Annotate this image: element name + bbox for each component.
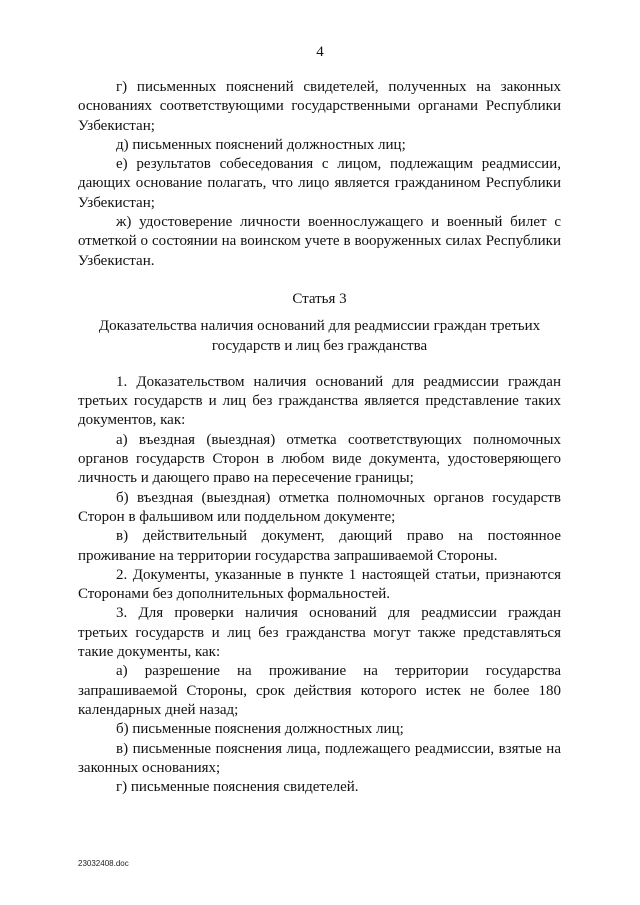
article-heading-line-1: Доказательства наличия оснований для реадмиссии граждан третьих	[98, 318, 541, 335]
page-number: 4	[316, 44, 324, 60]
clause-3-item-b: б) письменные пояснения должностных лиц;	[116, 721, 404, 738]
clause-3-item-v: в) письменные пояснения лица, подлежащего реадмиссии, взятые на законных основаниях;	[78, 740, 561, 776]
footer-filename: 23032408.doc	[78, 859, 129, 868]
clause-1-item-a: а) въездная (выездная) отметка соответствующих полномочных органов государств Сторон в любом виде документа, удостоверяющего личность и дающего право на пересечение границы;	[78, 431, 561, 487]
list-item-g: г) письменных пояснений свидетелей, полученных на законных основаниях соответствующими государственными органами Республики Узбекистан;	[78, 79, 561, 134]
clause-1-item-b: б) въездная (выездная) отметка полномочных органов государств Сторон в фальшивом или поддельном документе;	[78, 489, 561, 525]
clause-3-item-a: а) разрешение на проживание на территории государства запрашиваемой Стороны, срок действия которого истек не более 180 календарных дней назад;	[78, 663, 561, 718]
spacer	[78, 271, 561, 290]
spacer	[78, 356, 561, 373]
clause-1: 1. Доказательством наличия оснований для реадмиссии граждан третьих государств и лиц без гражданства является представление таких документов, как:	[78, 373, 561, 429]
clause-3: 3. Для проверки наличия оснований для реадмиссии граждан третьих государств и лиц без гражданства могут также представляться такие документы, как:	[78, 605, 561, 661]
clause-2: 2. Документы, указанные в пункте 1 настоящей статьи, признаются Сторонами без дополнительных формальностей.	[78, 566, 561, 603]
article-heading-line-2: государств и лиц без гражданства	[211, 337, 428, 354]
spacer	[78, 309, 561, 317]
document-body	[78, 78, 561, 797]
list-item-zh: ж) удостоверение личности военнослужащего и военный билет с отметкой о состоянии на воинском учете в вооруженных силах Республики Узбекистан.	[78, 214, 561, 269]
article-title: Статья 3	[292, 290, 347, 307]
clause-3-item-g: г) письменные пояснения свидетелей.	[116, 779, 359, 796]
list-item-e: е) результатов собеседования с лицом, подлежащим реадмиссии, дающих основание полагать, что лицо является гражданином Республики Узбекистан;	[78, 156, 561, 211]
clause-1-item-v: в) действительный документ, дающий право на постоянное проживание на территории государства запрашиваемой Стороны.	[78, 528, 561, 564]
list-item-d: д) письменных пояснений должностных лиц;	[116, 136, 406, 153]
